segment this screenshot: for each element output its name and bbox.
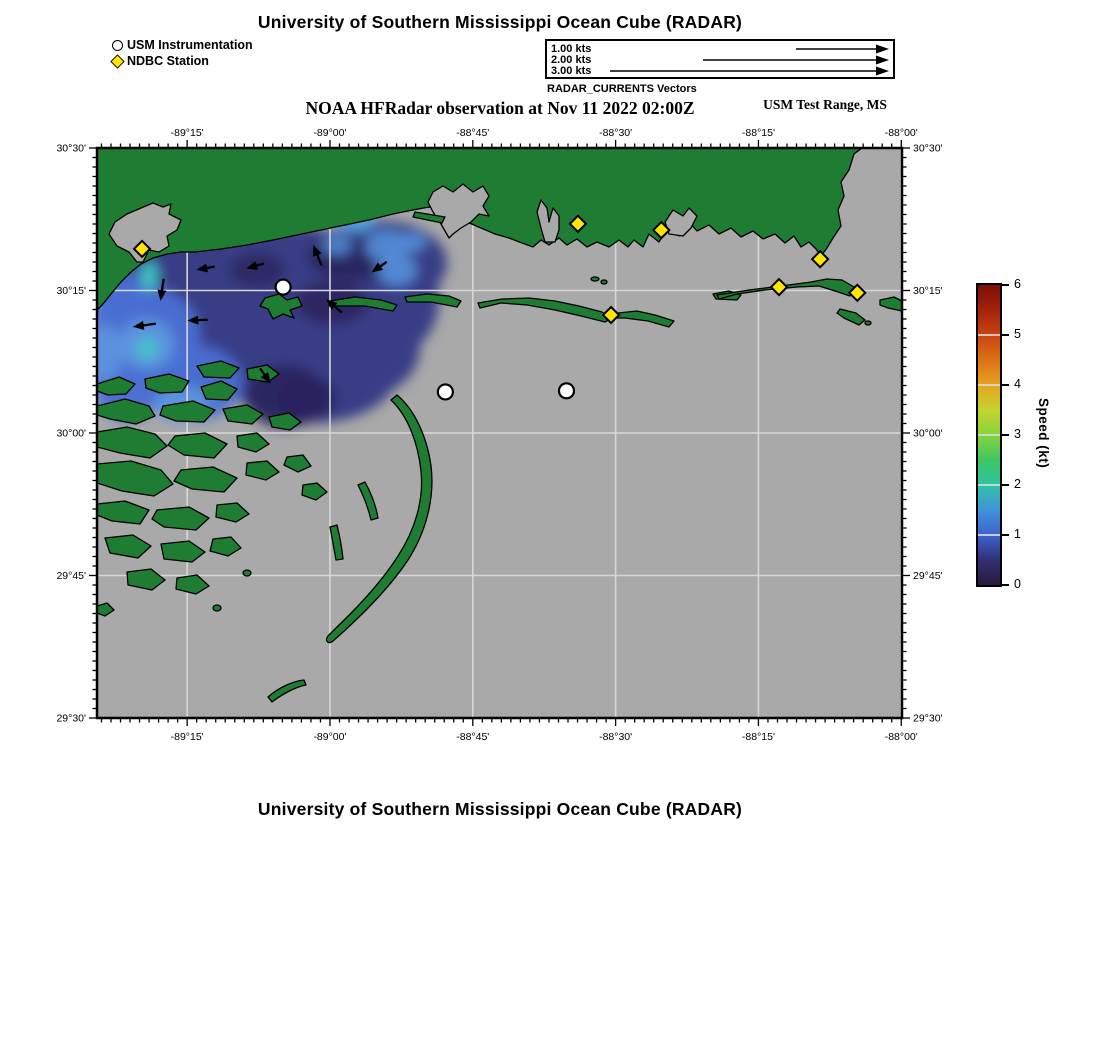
usm-instrumentation-marker <box>438 384 453 399</box>
observation-subtitle: NOAA HFRadar observation at Nov 11 2022 02:00Z <box>305 98 695 118</box>
speed-patch <box>400 233 426 251</box>
vector-scale-1kt-label: 1.00 kts <box>551 43 592 55</box>
lat-tick-label: 30°15' <box>56 285 86 297</box>
usm-instrumentation-circle-icon <box>112 40 123 51</box>
lon-tick-label: -88°00' <box>884 127 918 139</box>
colorbar-axis-label: Speed (kt) <box>1036 398 1051 469</box>
lon-tick-label: -88°45' <box>456 127 490 139</box>
colorbar <box>950 270 1100 610</box>
legend-row-usm <box>112 37 253 53</box>
colorbar-tick-label: 0 <box>1014 577 1021 591</box>
lat-tick-label: 30°15' <box>913 285 943 297</box>
colorbar-tick <box>1002 284 1009 286</box>
islet-dot <box>601 280 607 284</box>
usm-instrumentation-marker <box>276 280 291 295</box>
legend-row-ndbc <box>112 53 253 69</box>
vector-scale-box <box>545 39 895 79</box>
lon-tick-label: -89°00' <box>313 127 347 139</box>
colorbar-tick <box>1002 434 1009 436</box>
lat-tick-label: 29°30' <box>56 712 86 725</box>
colorbar-tick <box>1002 484 1009 486</box>
usm-instrumentation-marker <box>559 383 574 398</box>
vector-scale-arrowhead <box>876 67 889 76</box>
speed-patch <box>377 254 417 286</box>
speed-patch <box>136 337 158 359</box>
islet-dot <box>591 277 599 281</box>
colorbar-tick <box>1002 384 1009 386</box>
speed-patch <box>140 261 158 291</box>
lat-tick-label: 29°45' <box>913 570 943 582</box>
lon-tick-label: -88°45' <box>456 731 490 743</box>
lat-tick-label: 30°30' <box>56 142 86 155</box>
colorbar-tick <box>1002 334 1009 336</box>
colorbar-gridline <box>978 384 1000 386</box>
colorbar-tick <box>1002 534 1009 536</box>
lat-tick-label: 30°00' <box>56 427 86 440</box>
lon-tick-label: -89°15' <box>170 731 204 743</box>
map-axes <box>37 118 977 768</box>
colorbar-tick-label: 3 <box>1014 427 1021 441</box>
speed-patch <box>87 325 123 381</box>
islet-dot <box>865 321 871 325</box>
ndbc-station-diamond-icon <box>110 54 124 68</box>
vector-box-caption: RADAR_CURRENTS Vectors <box>547 83 697 95</box>
legend-label-usm: USM Instrumentation <box>127 38 253 52</box>
lon-tick-label: -88°00' <box>884 731 918 743</box>
vector-scale-3kt-label: 3.00 kts <box>551 65 592 77</box>
colorbar-gridline <box>978 484 1000 486</box>
lat-tick-label: 30°00' <box>913 427 943 440</box>
lon-tick-label: -88°15' <box>741 127 775 139</box>
lat-tick-label: 29°30' <box>913 712 943 725</box>
colorbar-tick-label: 5 <box>1014 327 1021 341</box>
colorbar-gridline <box>978 534 1000 536</box>
vector-scale-arrowhead <box>876 56 889 65</box>
vector-scale-arrows <box>547 41 892 77</box>
test-range-label: USM Test Range, MS <box>763 97 887 112</box>
lat-tick-label: 29°45' <box>56 570 86 582</box>
speed-patch <box>322 235 352 255</box>
marsh-dot <box>213 605 221 611</box>
legend-label-ndbc: NDBC Station <box>127 54 209 68</box>
colorbar-gridline <box>978 334 1000 336</box>
figure-title-bottom: University of Southern Mississippi Ocean Cube (RADAR) <box>257 799 743 819</box>
marsh-dot <box>243 570 251 576</box>
colorbar-tick <box>1002 584 1009 586</box>
lon-tick-label: -88°30' <box>599 127 633 139</box>
lat-tick-label: 30°30' <box>913 142 943 155</box>
colorbar-tick-label: 6 <box>1014 277 1021 291</box>
lon-tick-label: -88°30' <box>599 731 633 743</box>
colorbar-gridline <box>978 434 1000 436</box>
lon-tick-label: -89°00' <box>313 731 347 743</box>
vector-scale-2kt-label: 2.00 kts <box>551 54 592 66</box>
figure-title: University of Southern Mississippi Ocean Cube (RADAR) <box>257 12 743 32</box>
lon-tick-label: -88°15' <box>741 731 775 743</box>
vector-scale-arrowhead <box>876 45 889 54</box>
lon-tick-label: -89°15' <box>170 127 204 139</box>
colorbar-tick-label: 4 <box>1014 377 1021 391</box>
colorbar-tick-label: 1 <box>1014 527 1021 541</box>
colorbar-tick-label: 2 <box>1014 477 1021 491</box>
symbol-legend <box>112 37 253 69</box>
